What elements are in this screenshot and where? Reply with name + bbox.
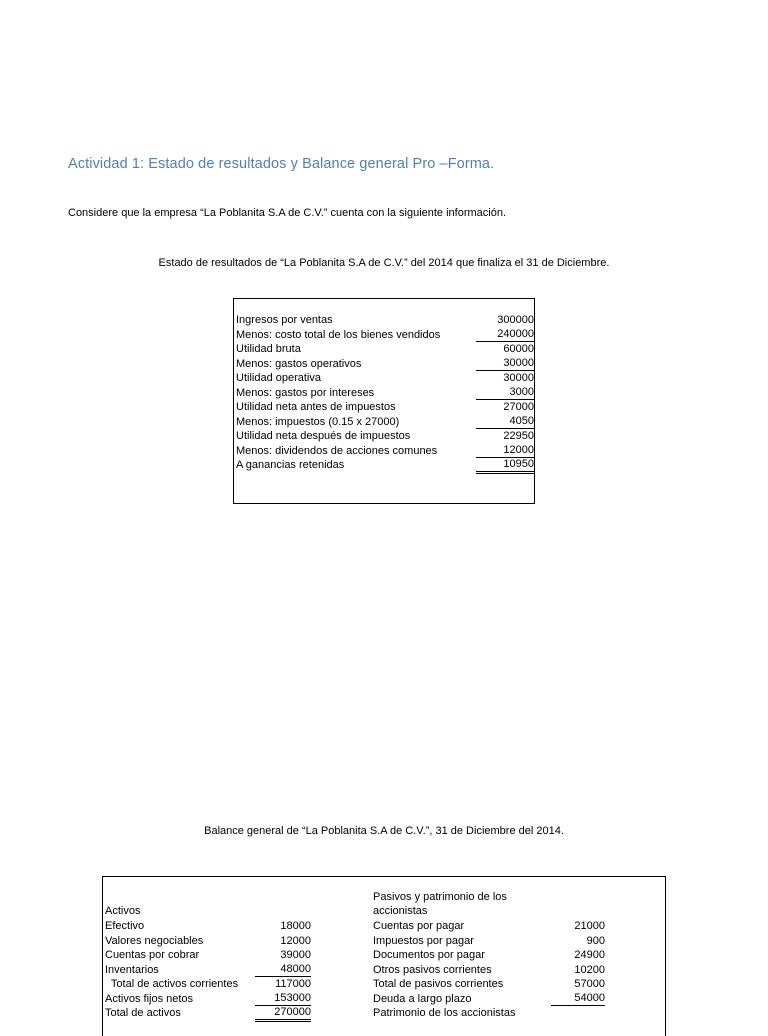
liability-label: Patrimonio de los accionistas — [373, 1007, 516, 1019]
asset-value: 153000 — [255, 992, 311, 1007]
liabilities-header-cont: accionistas — [373, 905, 428, 917]
asset-value: 39000 — [280, 949, 311, 961]
asset-label: Total de activos corrientes — [105, 978, 239, 990]
assets-header: Activos — [105, 905, 141, 917]
asset-label: Total de activos — [105, 1007, 181, 1019]
income-row — [236, 342, 534, 357]
income-row-label: Utilidad neta después de impuestos — [236, 430, 411, 442]
income-row-value: 3000 — [476, 386, 534, 401]
income-row-value: 22950 — [503, 430, 534, 442]
liability-label: Total de pasivos corrientes — [373, 978, 504, 990]
income-row-value: 300000 — [497, 314, 534, 326]
asset-value: 18000 — [280, 920, 311, 932]
income-row-label: Menos: gastos operativos — [236, 357, 362, 370]
liability-value: 57000 — [574, 978, 605, 990]
income-row-value: 30000 — [503, 372, 534, 384]
income-row-label: A ganancias retenidas — [236, 459, 345, 471]
income-row-value: 12000 — [476, 444, 534, 459]
income-row-label: Menos: costo total de los bienes vendidos — [236, 328, 441, 341]
liability-label: Impuestos por pagar — [373, 934, 474, 947]
asset-value: 117000 — [275, 978, 311, 990]
asset-label: Valores negociables — [105, 934, 204, 947]
liability-value: 24900 — [574, 949, 605, 961]
balance-sheet-table — [102, 876, 666, 1036]
income-row-value: 30000 — [476, 357, 534, 372]
liabilities-header: Pasivos y patrimonio de los — [373, 891, 507, 903]
income-row-label: Utilidad operativa — [236, 372, 321, 384]
income-row — [236, 415, 534, 430]
income-row-value: 10950 — [476, 458, 534, 474]
income-row-value: 27000 — [503, 401, 534, 413]
income-statement-caption: Estado de resultados de “La Poblanita S.A de C.V.” del 2014 que finaliza el 31 de Diciembre. — [158, 257, 610, 269]
income-row-value: 4050 — [476, 415, 534, 430]
income-row-label: Ingresos por ventas — [236, 314, 333, 326]
intro-text: Considere que la empresa “La Poblanita S.A de C.V.” cuenta con la siguiente información. — [68, 207, 507, 219]
liability-value: 54000 — [551, 992, 605, 1007]
asset-value: 12000 — [280, 934, 311, 947]
asset-label: Inventarios — [105, 963, 159, 976]
income-row — [236, 357, 534, 372]
asset-value: 270000 — [255, 1006, 311, 1022]
liability-label: Documentos por pagar — [373, 949, 485, 961]
liability-label: Cuentas por pagar — [373, 920, 465, 932]
income-row — [236, 371, 534, 386]
asset-label: Activos fijos netos — [105, 992, 194, 1005]
income-row-label: Menos: impuestos (0.15 x 27000) — [236, 415, 400, 428]
income-row-label: Menos: gastos por intereses — [236, 386, 375, 399]
asset-label: Efectivo — [105, 920, 145, 932]
liability-value: 21000 — [574, 920, 605, 932]
liability-label: Deuda a largo plazo — [373, 992, 472, 1005]
income-row — [236, 328, 534, 343]
income-row — [236, 458, 534, 473]
income-row-label: Utilidad neta antes de impuestos — [236, 401, 396, 413]
income-row — [236, 386, 534, 401]
liability-value: 900 — [586, 934, 605, 947]
income-statement-table — [233, 298, 535, 504]
income-row — [236, 400, 534, 415]
income-row-value: 60000 — [503, 343, 534, 355]
income-row-label: Utilidad bruta — [236, 343, 301, 355]
asset-value: 48000 — [255, 963, 311, 978]
income-row — [236, 429, 534, 444]
income-row-value: 240000 — [476, 328, 534, 343]
liability-label: Otros pasivos corrientes — [373, 963, 492, 976]
activity-heading: Actividad 1: Estado de resultados y Balance general Pro –Forma. — [68, 156, 495, 172]
balance-sheet-caption: Balance general de “La Poblanita S.A de C.V.”, 31 de Diciembre del 2014. — [204, 825, 564, 837]
income-row — [236, 444, 534, 459]
asset-label: Cuentas por cobrar — [105, 949, 200, 961]
liability-value: 10200 — [574, 963, 605, 976]
income-row-label: Menos: dividendos de acciones comunes — [236, 444, 438, 457]
income-row — [236, 313, 534, 328]
